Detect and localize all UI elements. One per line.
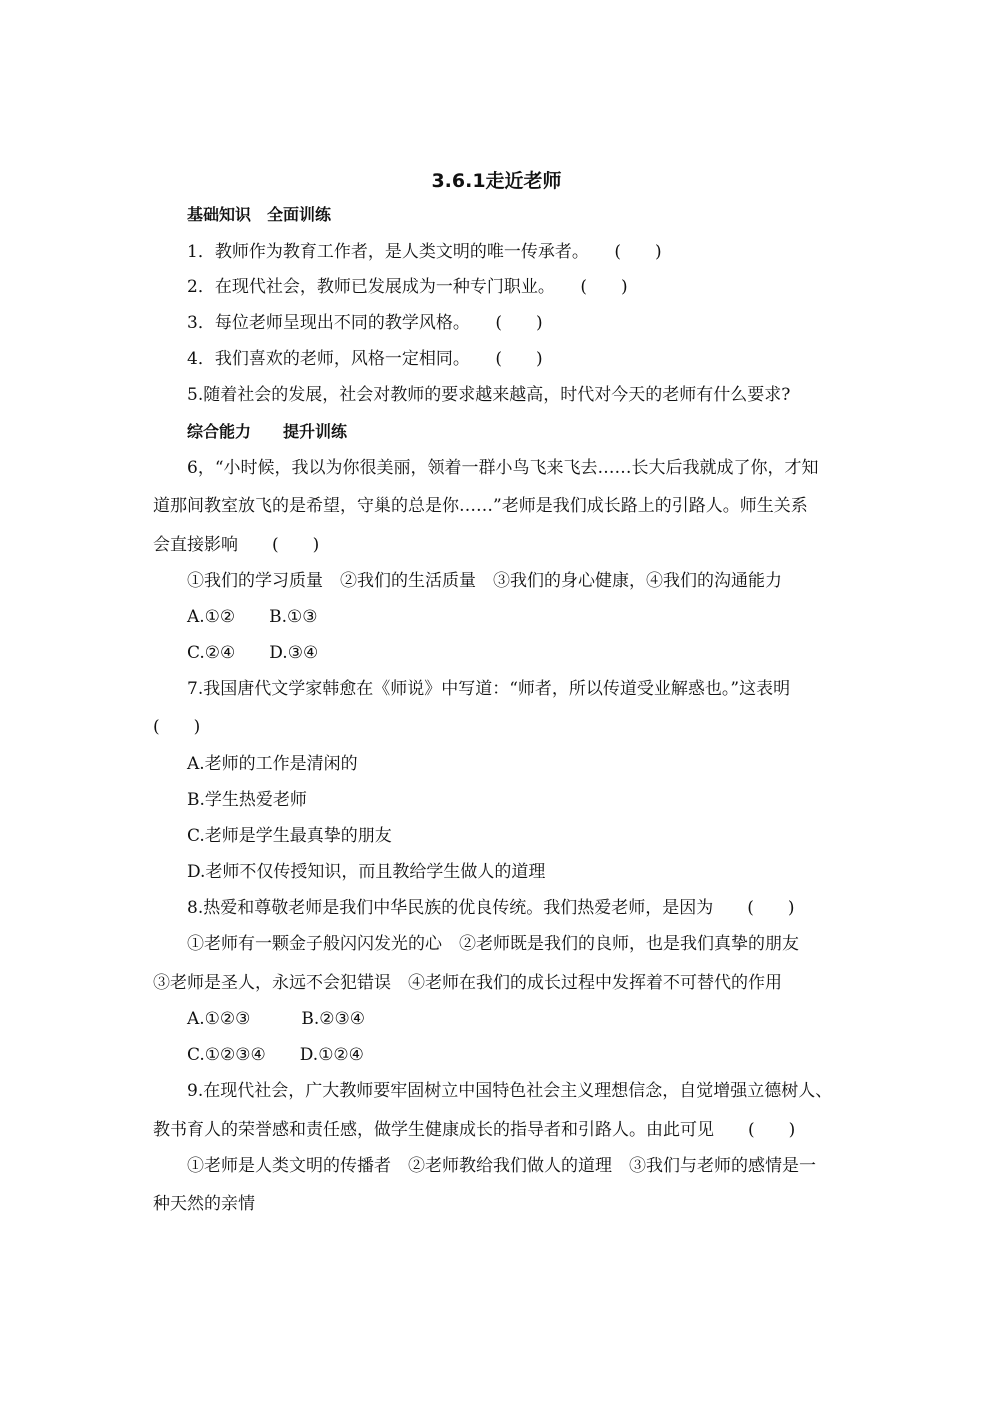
question-8-items-line-2: ③老师是圣人，永远不会犯错误 ④老师在我们的成长过程中发挥着不可替代的作用 — [153, 973, 782, 993]
question-8-items-line-1: ①老师有一颗金子般闪闪发光的心 ②老师既是我们的良师，也是我们真挚的朋友 — [187, 934, 799, 954]
question-9-items-line-2: 种天然的亲情 — [153, 1194, 255, 1214]
question-6-items: ①我们的学习质量 ②我们的生活质量 ③我们的身心健康，④我们的沟通能力 — [187, 571, 782, 591]
question-7-line-2: ( ) — [153, 717, 201, 737]
question-9-line-1: 9.在现代社会，广大教师要牢固树立中国特色社会主义理想信念，自觉增强立德树人、 — [187, 1081, 833, 1101]
question-4: 4．我们喜欢的老师，风格一定相同。 ( ) — [187, 349, 543, 369]
question-7-option-b: B.学生热爱老师 — [187, 790, 307, 810]
section-heading-basic: 基础知识 全面训练 — [187, 205, 332, 224]
question-8-stem: 8.热爱和尊敬老师是我们中华民族的优良传统。我们热爱老师，是因为 ( ) — [187, 898, 795, 918]
section-heading-comprehensive: 综合能力 提升训练 — [187, 422, 348, 441]
question-8-options-cd: C.①②③④ D.①②④ — [187, 1045, 364, 1065]
question-6-line-3: 会直接影响 ( ) — [153, 535, 320, 555]
question-9-items-line-1: ①老师是人类文明的传播者 ②老师教给我们做人的道理 ③我们与老师的感情是一 — [187, 1156, 816, 1176]
question-6-options-ab: A.①② B.①③ — [187, 607, 318, 627]
question-6-options-cd: C.②④ D.③④ — [187, 643, 319, 663]
question-7-option-c: C.老师是学生最真挚的朋友 — [187, 826, 392, 846]
question-7-option-d: D.老师不仅传授知识，而且教给学生做人的道理 — [187, 862, 546, 882]
page-title: 3.6.1走近老师 — [431, 170, 562, 192]
question-6-line-1: 6，“小时候，我以为你很美丽，领着一群小鸟飞来飞去……长大后我就成了你，才知 — [187, 458, 819, 478]
question-7-option-a: A.老师的工作是清闲的 — [187, 754, 358, 774]
question-8-options-ab: A.①②③ B.②③④ — [187, 1009, 366, 1029]
question-5: 5.随着社会的发展，社会对教师的要求越来越高，时代对今天的老师有什么要求? — [187, 385, 791, 405]
question-9-line-2: 教书育人的荣誉感和责任感，做学生健康成长的指导者和引路人。由此可见 ( ) — [153, 1120, 796, 1140]
question-7-line-1: 7.我国唐代文学家韩愈在《师说》中写道：“师者，所以传道受业解惑也。”这表明 — [187, 679, 791, 699]
question-6-line-2: 道那间教室放飞的是希望，守巢的总是你……”老师是我们成长路上的引路人。师生关系 — [153, 496, 808, 516]
question-2: 2．在现代社会，教师已发展成为一种专门职业。 ( ) — [187, 277, 628, 297]
question-1: 1．教师作为教育工作者，是人类文明的唯一传承者。 ( ) — [187, 242, 662, 262]
question-3: 3．每位老师呈现出不同的教学风格。 ( ) — [187, 313, 543, 333]
